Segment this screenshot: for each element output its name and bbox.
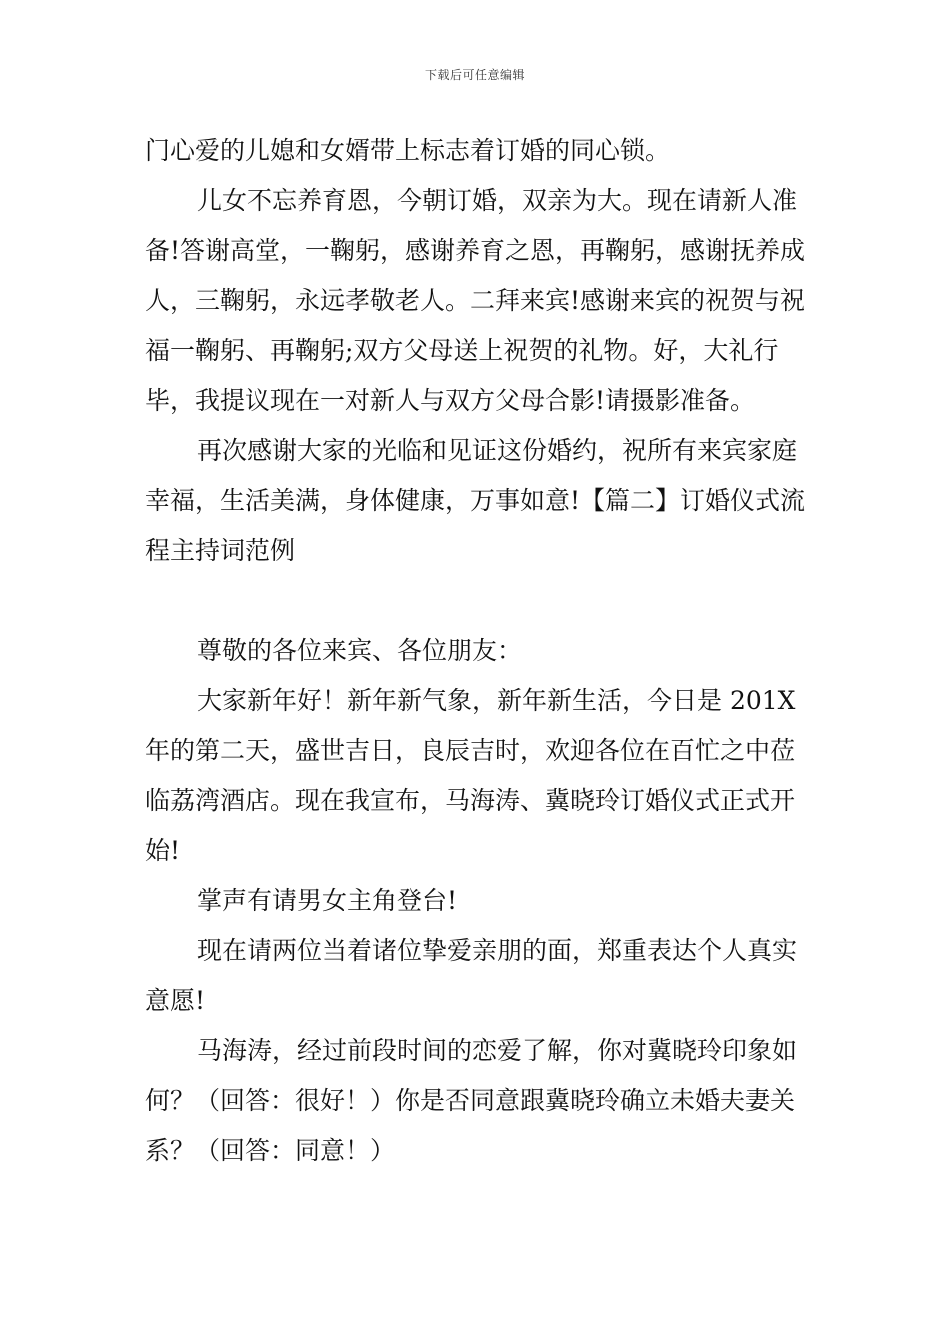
document-body <box>145 126 810 1176</box>
paragraph-applause: 掌声有请男女主角登台! <box>197 886 458 915</box>
paragraph-question: 马海涛，经过前段时间的恋爱了解，你对冀晓玲印象如何？（回答：很好！）你是否同意跟冀晓玲确立未婚夫妻关系？（回答：同意！） <box>145 1036 798 1165</box>
paragraph-ceremony-bows: 儿女不忘养育恩，今朝订婚，双亲为大。现在请新人准备!答谢高堂，一鞠躬，感谢养育之恩，再鞠躬，感谢抚养成人，三鞠躬，永远孝敬老人。二拜来宾!感谢来宾的祝贺与祝福一鞠躬、再鞠躬;双方父母送上祝贺的礼物。好，大礼行毕，我提议现在一对新人与双方父母合影!请摄影准备。 <box>145 186 806 415</box>
paragraph-continuation: 门心爱的儿媳和女婿带上标志着订婚的同心锁。 <box>145 136 671 165</box>
page-header-note: 下载后可任意编辑 <box>424 68 525 82</box>
paragraph-salutation: 尊敬的各位来宾、各位朋友： <box>197 636 523 665</box>
paragraph-opening: 大家新年好！新年新气象，新年新生活，今日是 201X 年的第二天，盛世吉日，良辰吉时，欢迎各位在百忙之中莅临荔湾酒店。现在我宣布，马海涛、冀晓玲订婚仪式正式开始! <box>145 686 796 865</box>
paragraph-spacer <box>145 576 810 626</box>
paragraph-thanks: 再次感谢大家的光临和见证这份婚约，祝所有来宾家庭幸福，生活美满，身体健康，万事如意!【篇二】订婚仪式流程主持词范例 <box>145 436 806 565</box>
paragraph-intentions: 现在请两位当着诸位挚爱亲朋的面，郑重表达个人真实意愿! <box>145 936 798 1015</box>
